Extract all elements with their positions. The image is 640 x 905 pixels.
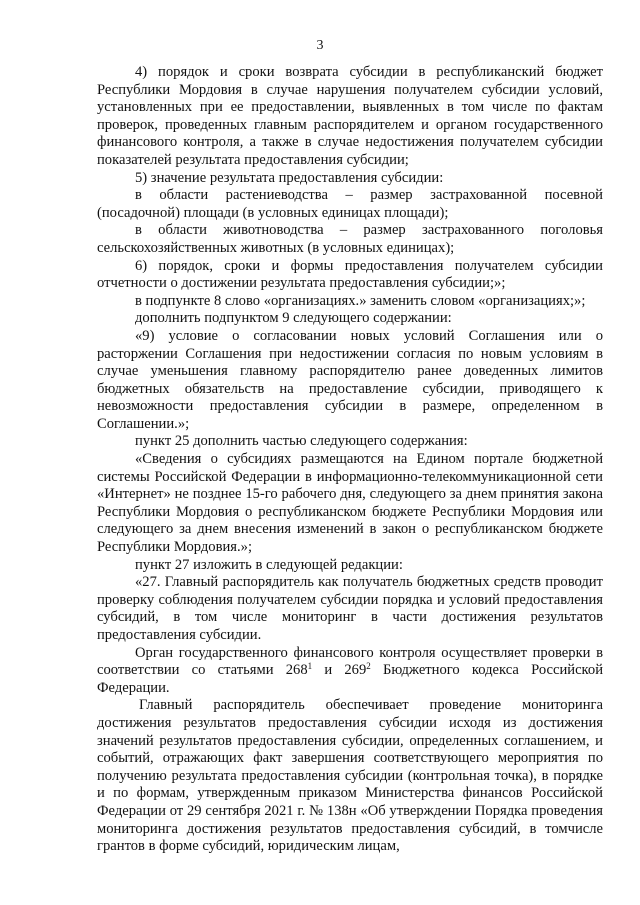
paragraph: «27. Главный распорядитель как получатель бюджетных средств проводит проверку соблюдения получателем субсидии порядка и условий предоставления субсидий, в том числе мониторинг в части достижения результатов предоставления субсидии. (97, 574, 603, 643)
paragraph: «9) условие о согласовании новых условий Соглашения или о расторжении Соглашения при недостижении согласия по новым условиям в случае уменьшения главному распорядителю ранее доведенных лимитов бюджетных обязательств на предоставление субсидии, приводящего к невозможности предоставления субсидии в размере, определенном в Соглашении.»; (97, 327, 603, 432)
paragraph: дополнить подпунктом 9 следующего содержании: (135, 310, 452, 327)
superscript: 1 (307, 661, 313, 672)
paragraph: в области животноводства – размер застрахованного поголовья сельскохозяйственных животных (в условных единицах); (97, 222, 603, 256)
paragraph: в области растениеводства – размер застрахованной посевной (посадочной) площади (в условных единицах площади); (97, 187, 603, 221)
p13-text-end: Бюджетного кодекса Российской Федерации. (97, 662, 604, 696)
p13-text-mid: и 269 (312, 662, 367, 679)
document-body (97, 64, 603, 856)
paragraph: «Сведения о субсидиях размещаются на Едином портале бюджетной системы Российской Федерации в информационно-телекоммуникационной сети «Интернет» не позднее 15-го рабочего дня, следующего за днем принятия закона Республики Мордовия о республиканском бюджете Республики Мордовия или следующего за днем внесения изменений в закон о республиканском бюджете Республики Мордовия.»; (97, 451, 603, 556)
paragraph: 4) порядок и сроки возврата субсидии в республиканский бюджет Республики Мордовия в случае нарушения получателем субсидии условий, установленных при ее предоставлении, выявленных в том числе по фактам проверок, проведенных главным распорядителем и органом государственного финансового контроля, а также в случае недостижения получателем субсидии показателей результата предоставления субсидии; (97, 64, 603, 168)
paragraph: Главный распорядитель обеспечивает проведение мониторинга достижения результатов предоставления субсидии исходя из достижения значений результатов предоставления субсидии, определенных соглашением, и событий, отражающих факт завершения соответствующего мероприятия по получению результата предоставления субсидии (контрольная точка), в порядке и по формам, утвержденным приказом Министерства финансов Российской Федерации от 29 сентября 2021 г. № 138н «Об утверждении Порядка проведения мониторинга достижения результатов предоставления субсидий, в томчисле грантов в форме субсидий, юридическим лицам, (97, 697, 603, 855)
paragraph: пункт 25 дополнить частью следующего содержания: (135, 433, 468, 450)
paragraph: в подпункте 8 слово «организациях.» заменить словом «организациях;»; (135, 292, 586, 309)
paragraph: пункт 27 изложить в следующей редакции: (135, 556, 403, 573)
paragraph-budget-code (97, 645, 603, 698)
paragraph: 5) значение результата предоставления субсидии: (135, 169, 444, 186)
paragraph: 6) порядок, сроки и формы предоставления получателем субсидии отчетности о достижении результата предоставления субсидии;»; (97, 257, 603, 292)
p13-text-start: Орган государственного финансового контроля осуществляет проверки в соответствии со статьями 268 (97, 644, 603, 679)
page-number: 3 (316, 38, 324, 53)
superscript: 2 (366, 661, 371, 672)
